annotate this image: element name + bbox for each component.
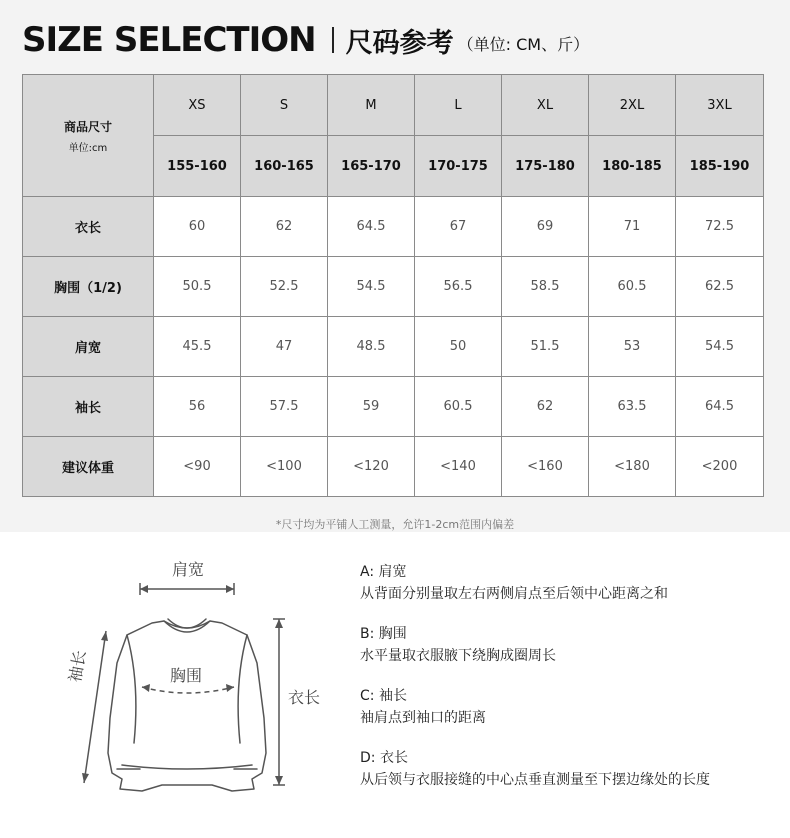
description-length [360,747,710,791]
page-title [22,16,589,64]
description-text: 袖肩点到袖口的距离 [360,710,486,726]
value-cell: 50.5 [154,257,241,317]
value-cell: <100 [241,437,328,497]
sweater-hem [122,765,252,769]
value-cell: 60 [154,197,241,257]
height-cell: 180-185 [589,136,676,197]
value-cell: 72.5 [676,197,764,257]
height-cell: 185-190 [676,136,764,197]
value-cell: <180 [589,437,676,497]
sweater-collar-inner [168,619,206,628]
size-2xl: 2XL [589,75,676,136]
value-cell: 56.5 [415,257,502,317]
length-measure [273,619,285,785]
value-cell: <90 [154,437,241,497]
value-cell: 69 [502,197,589,257]
sleeve-seam-left [127,635,136,743]
row-label: 胸围（1/2) [23,257,154,317]
value-cell: 50 [415,317,502,377]
value-cell: 54.5 [676,317,764,377]
table-row [23,437,764,497]
value-cell: 45.5 [154,317,241,377]
title-divider [332,27,334,53]
value-cell: 48.5 [328,317,415,377]
value-cell: 60.5 [589,257,676,317]
size-m: M [328,75,415,136]
corner-unit: 单位:cm [68,142,108,154]
size-l: L [415,75,502,136]
description-title: A: 肩宽 [360,564,407,580]
row-label: 肩宽 [23,317,154,377]
size-header-row [23,75,764,136]
value-cell: 67 [415,197,502,257]
length-label: 衣长 [288,688,321,707]
row-label: 衣长 [23,197,154,257]
sweater-illustration [22,533,342,815]
height-cell: 170-175 [415,136,502,197]
size-xl: XL [502,75,589,136]
row-label: 建议体重 [23,437,154,497]
value-cell: 64.5 [676,377,764,437]
value-cell: 53 [589,317,676,377]
value-cell: 60.5 [415,377,502,437]
description-title: C: 袖长 [360,688,407,704]
height-cell: 165-170 [328,136,415,197]
measurement-note: *尺寸均为平铺人工测量，允许1-2cm范围内偏差 [275,518,515,531]
chest-label: 胸围 [170,666,203,685]
height-cell: 175-180 [502,136,589,197]
measurement-diagram [22,533,763,815]
description-sleeve [360,685,486,729]
value-cell: 57.5 [241,377,328,437]
corner-cell [23,75,154,197]
size-3xl: 3XL [676,75,764,136]
corner-title: 商品尺寸 [63,119,112,134]
table-row [23,257,764,317]
table-row [23,377,764,437]
height-cell: 160-165 [241,136,328,197]
value-cell: <200 [676,437,764,497]
description-text: 水平量取衣服腋下绕胸成圈周长 [360,648,556,664]
value-cell: 56 [154,377,241,437]
description-text: 从背面分别量取左右两侧肩点至后领中心距离之和 [360,586,668,602]
value-cell: 52.5 [241,257,328,317]
value-cell: 59 [328,377,415,437]
shoulder-measure [140,583,234,595]
title-english: SIZE SELECTION [22,20,316,60]
title-chinese: 尺码参考 [345,27,454,59]
size-xs: XS [154,75,241,136]
table-row [23,317,764,377]
value-cell: 62.5 [676,257,764,317]
description-text: 从后领与衣服接缝的中心点垂直测量至下摆边缘处的长度 [360,772,710,788]
size-table-area [0,72,790,532]
value-cell: 47 [241,317,328,377]
value-cell: 51.5 [502,317,589,377]
value-cell: 54.5 [328,257,415,317]
description-chest [360,623,556,667]
value-cell: 64.5 [328,197,415,257]
chest-measure [142,687,234,693]
value-cell: <120 [328,437,415,497]
value-cell: 62 [241,197,328,257]
size-table [22,74,764,497]
value-cell: 71 [589,197,676,257]
table-row [23,197,764,257]
description-title: B: 胸围 [360,626,407,642]
value-cell: <140 [415,437,502,497]
size-s: S [241,75,328,136]
shoulder-label: 肩宽 [172,560,205,579]
sleeve-label: 袖长 [65,648,90,684]
description-shoulder [360,561,668,605]
unit-note: （单位: CM、斤） [457,34,590,54]
height-cell: 155-160 [154,136,241,197]
value-cell: 63.5 [589,377,676,437]
row-label: 袖长 [23,377,154,437]
sleeve-seam-right [238,635,247,743]
sweater-collar [164,621,210,632]
description-title: D: 衣长 [360,750,408,766]
value-cell: 58.5 [502,257,589,317]
value-cell: <160 [502,437,589,497]
value-cell: 62 [502,377,589,437]
